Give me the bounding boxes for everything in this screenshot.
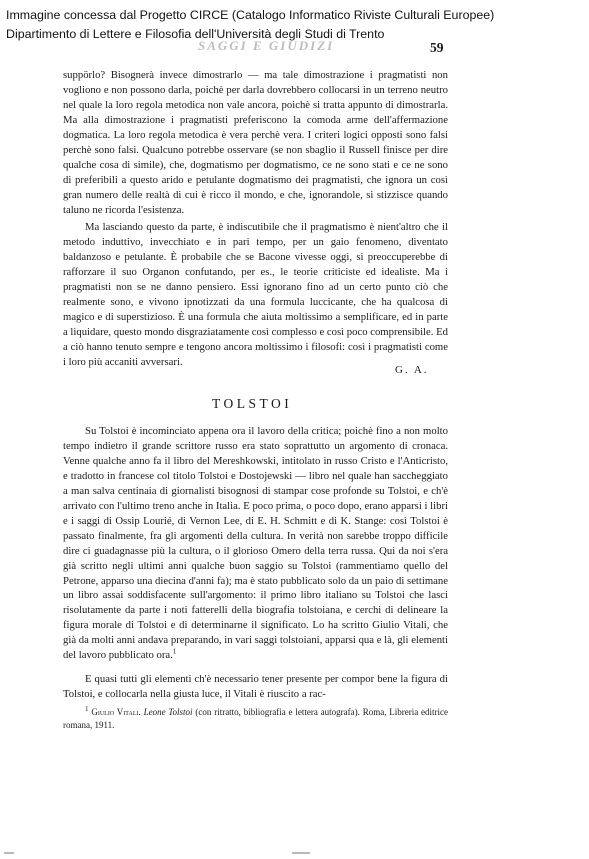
article1-paragraph-1: suppörlo? Bisognerà invece dimostrarlo — ma tale dimostrazione i pragmatisti non vogliono e non possono darla, poichè per darla dovrebbero collocarsi in un terreno neutro nel quale la loro regola metodica non vale ancora, poichè si tratta appunto di dimostrarla. Ma alla dimostrazione i pragmatisti preferiscono la comoda arme dell'affermazione dogmatica. La loro regola metodica è vera perchè vera. I criteri logici opposti sono falsi perchè sono falsi. Qualcuno potrebbe osservare (se non sbaglio il Russell finisce per dire qualche cosa di simile), che, dogmatismo per dogmatismo, ce ne sono stati e ce ne sono di preferibili a questo arido e petulante dogmatismo dei pragmatisti, che ignora un così gran numero delle realtà di cui è ricco il mondo, e che, ignorandole, si stizzisce quando taluno ne ricorda l'esistenza. (63, 69, 448, 216)
credit-line-2: Dipartimento di Lettere e Filosofia dell'Università degli Studi di Trento (6, 27, 385, 41)
article1-paragraph-2: Ma lasciando questo da parte, è indiscutibile che il pragmatismo è nient'altro che il metodo induttivo, invecchiato e in pari tempo, per un gaio fenomeno, diventato baldanzoso e petulante. È probabile che se Bacone vivesse oggi, si preoccuperebbe di rafforzare il suo Organon confutando, per es., le teorie criticiste ed idealiste. Ma i pragmatisti non se ne danno pensiero. Essi ignorano fino ad un certo punto ciò che realmente sono, e vivono ipnotizzati da una formula luccicante, che ha qualcosa di magico e di superstizioso. È una formula che aiuta moltissimo a semplificare, ed in parte a liquidare, questo mondo disgraziatamente così complesso e così poco comprensibile. Ed a ciò hanno tenuto sempre e tengono ancora moltissimo i filosofi: così i pragmatisti come i loro più accaniti avversari. (63, 221, 448, 368)
scan-artifact-top (292, 852, 310, 854)
article2-paragraph-1-text: Su Tolstoi è incominciato appena ora il lavoro della critica; poichè fino a non molto tempo indietro il grande scrittore russo era stato soprattutto un argomento di cronaca. Venne qualche anno fa il libro del Mereshkowski, intitolato in russo Cristo e l'Anticristo, e tradotto in francese col titolo Tolstoi e Dostojewski — libro nel quale han saccheggiato a man salva centinaia di giornalisti bisognosi di stampar cose profonde su Tolstoi, e ch'è arrivato con l'ultimo treno anche in Italia. E poco prima, o poco dopo, erano apparsi i libri e i saggi di Ossip Lourié, di Vernon Lee, di E. H. Schmitt e di K. Stange: così Tolstoi è passato finalmente, fra gli argomenti della cultura. In verità non sarebbe troppo difficile dire ci guadagnasse più la cultura, o il glorioso Omero della terra russa. Qui da noi s'era già scritto negli ultimi anni qualche buon saggio su Tolstoi (rammentiamo quello del Petrone, apparso una diecina d'anni fa); ma è stato pubblicato solo da un paio di settimane un libro assai soddisfacente sull'argomento: il primo libro italiano su Tolstoi che lasci risolutamente da parte i noti fatterelli della biografia tolstoiana, e cerchi di delineare la figura morale di Tolstoi e di determinarne il significato. Lo ha scritto Giulio Vitali, che già da molti anni andava preparando, in vari saggi tolstoiani, apparsi qua e là, gli elementi del lavoro pubblicato ora. (63, 425, 448, 662)
footnote-text: (con ritratto, bibliografia e lettera autografa). Roma, Libreria editrice romana, 1911. (63, 707, 449, 730)
article2-paragraph-2: E quasi tutti gli elementi ch'è necessario tener presente per compor bene la figura di Tolstoi, e collocarla nella giusta luce, il Vitali è riuscito a rac- (63, 673, 448, 700)
section-title: TOLSTOI (212, 396, 293, 411)
credit-line-1: Immagine concessa dal Progetto CIRCE (Catalogo Informatico Riviste Culturali Europee) (6, 8, 495, 22)
footnote-reference: 1 (172, 647, 177, 656)
running-head: SAGGI E GIUDIZI (198, 38, 335, 53)
footnote-book-title: Leone Tolstoi (143, 707, 193, 717)
footnote-divider (63, 698, 448, 699)
scan-artifact-left (4, 852, 14, 854)
footnote-author: Giulio Vitali. (91, 707, 141, 717)
article2-paragraph-1 (63, 424, 448, 663)
article1-signature: G. A. (395, 364, 429, 376)
page-number: 59 (430, 40, 444, 55)
footnote-mark: 1 (85, 705, 89, 713)
footnote (63, 706, 448, 732)
